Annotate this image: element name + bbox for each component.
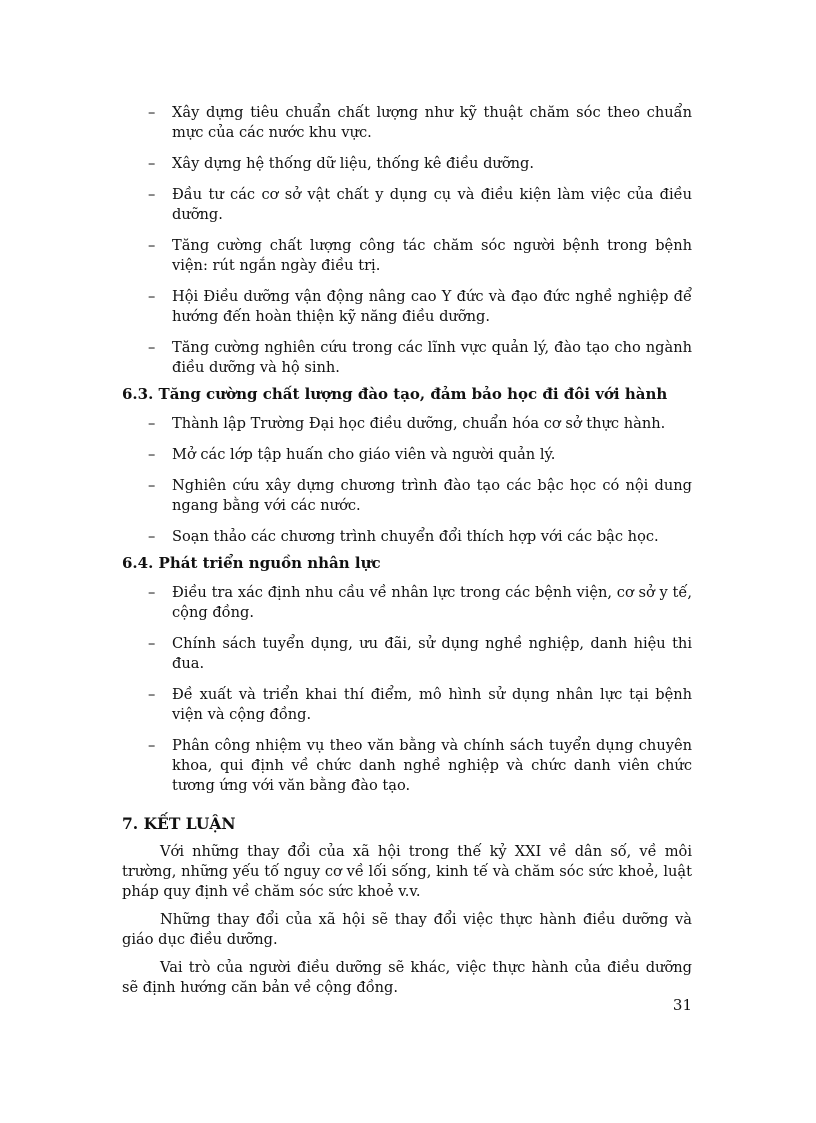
page-content	[122, 103, 692, 1006]
bullet-list-6-4	[122, 583, 692, 796]
dash-bullet: –	[148, 155, 156, 172]
list-item-text: Soạn thảo các chương trình chuyển đổi thích hợp với các bậc học.	[172, 528, 659, 545]
list-item	[122, 634, 692, 674]
list-item-text: Hội Điều dưỡng vận động nâng cao Y đức và đạo đức nghề nghiệp để hướng đến hoàn thiện kỹ năng điều dưỡng.	[172, 288, 692, 325]
list-item	[122, 476, 692, 516]
list-item-text: Đầu tư các cơ sở vật chất y dụng cụ và điều kiện làm việc của điều dưỡng.	[172, 186, 692, 223]
dash-bullet: –	[148, 186, 156, 203]
list-item-text: Đề xuất và triển khai thí điểm, mô hình sử dụng nhân lực tại bệnh viện và cộng đồng.	[172, 686, 692, 723]
section-heading-7: 7. KẾT LUẬN	[122, 814, 236, 833]
page-number: 31	[672, 996, 692, 1014]
list-item-text: Phân công nhiệm vụ theo văn bằng và chính sách tuyển dụng chuyên khoa, qui định về chức danh nghề nghiệp và chức danh viên chức tương ứng với văn bằng đào tạo.	[172, 737, 692, 794]
dash-bullet: –	[148, 104, 156, 121]
dash-bullet: –	[148, 446, 156, 463]
list-item-text: Xây dựng tiêu chuẩn chất lượng như kỹ thuật chăm sóc theo chuẩn mực của các nước khu vực.	[172, 104, 692, 141]
paragraph: Những thay đổi của xã hội sẽ thay đổi việc thực hành điều dưỡng và giáo dục điều dưỡng.	[122, 911, 692, 948]
list-item-text: Nghiên cứu xây dựng chương trình đào tạo các bậc học có nội dung ngang bằng với các nước.	[172, 477, 692, 514]
list-item-text: Tăng cường nghiên cứu trong các lĩnh vực quản lý, đào tạo cho ngành điều dưỡng và hộ sinh.	[172, 339, 692, 376]
dash-bullet: –	[148, 528, 156, 545]
dash-bullet: –	[148, 477, 156, 494]
dash-bullet: –	[148, 686, 156, 703]
list-item	[122, 338, 692, 378]
list-item	[122, 185, 692, 225]
dash-bullet: –	[148, 737, 156, 754]
dash-bullet: –	[148, 288, 156, 305]
section-heading-6-3: 6.3. Tăng cường chất lượng đào tạo, đảm bảo học đi đôi với hành	[122, 385, 668, 403]
list-item	[122, 527, 692, 547]
list-item-text: Mở các lớp tập huấn cho giáo viên và người quản lý.	[172, 446, 556, 463]
dash-bullet: –	[148, 237, 156, 254]
bullet-list-6-3	[122, 414, 692, 547]
list-item	[122, 736, 692, 796]
list-item	[122, 414, 692, 434]
list-item	[122, 154, 692, 174]
section-heading-6-4: 6.4. Phát triển nguồn nhân lực	[122, 554, 381, 572]
list-item	[122, 685, 692, 725]
list-item-text: Điều tra xác định nhu cầu về nhân lực trong các bệnh viện, cơ sở y tế, cộng đồng.	[172, 584, 692, 621]
dash-bullet: –	[148, 584, 156, 601]
list-item	[122, 445, 692, 465]
paragraph: Vai trò của người điều dưỡng sẽ khác, việc thực hành của điều dưỡng sẽ định hướng căn bản về cộng đồng.	[122, 959, 692, 996]
paragraph: Với những thay đổi của xã hội trong thế kỷ XXI về dân số, về môi trường, những yếu tố nguy cơ về lối sống, kinh tế và chăm sóc sức khoẻ, luật pháp quy định về chăm sóc sức khoẻ v.v.	[122, 843, 692, 900]
list-item-text: Thành lập Trường Đại học điều dưỡng, chuẩn hóa cơ sở thực hành.	[172, 415, 666, 432]
list-item	[122, 287, 692, 327]
list-item	[122, 103, 692, 143]
list-item	[122, 583, 692, 623]
dash-bullet: –	[148, 339, 156, 356]
list-item-text: Tăng cường chất lượng công tác chăm sóc người bệnh trong bệnh viện: rút ngắn ngày điều trị.	[172, 237, 692, 274]
list-item-text: Xây dựng hệ thống dữ liệu, thống kê điều dưỡng.	[172, 155, 534, 172]
list-item	[122, 236, 692, 276]
dash-bullet: –	[148, 635, 156, 652]
bullet-list-top	[122, 103, 692, 378]
list-item-text: Chính sách tuyển dụng, ưu đãi, sử dụng nghề nghiệp, danh hiệu thi đua.	[172, 635, 692, 672]
dash-bullet: –	[148, 415, 156, 432]
